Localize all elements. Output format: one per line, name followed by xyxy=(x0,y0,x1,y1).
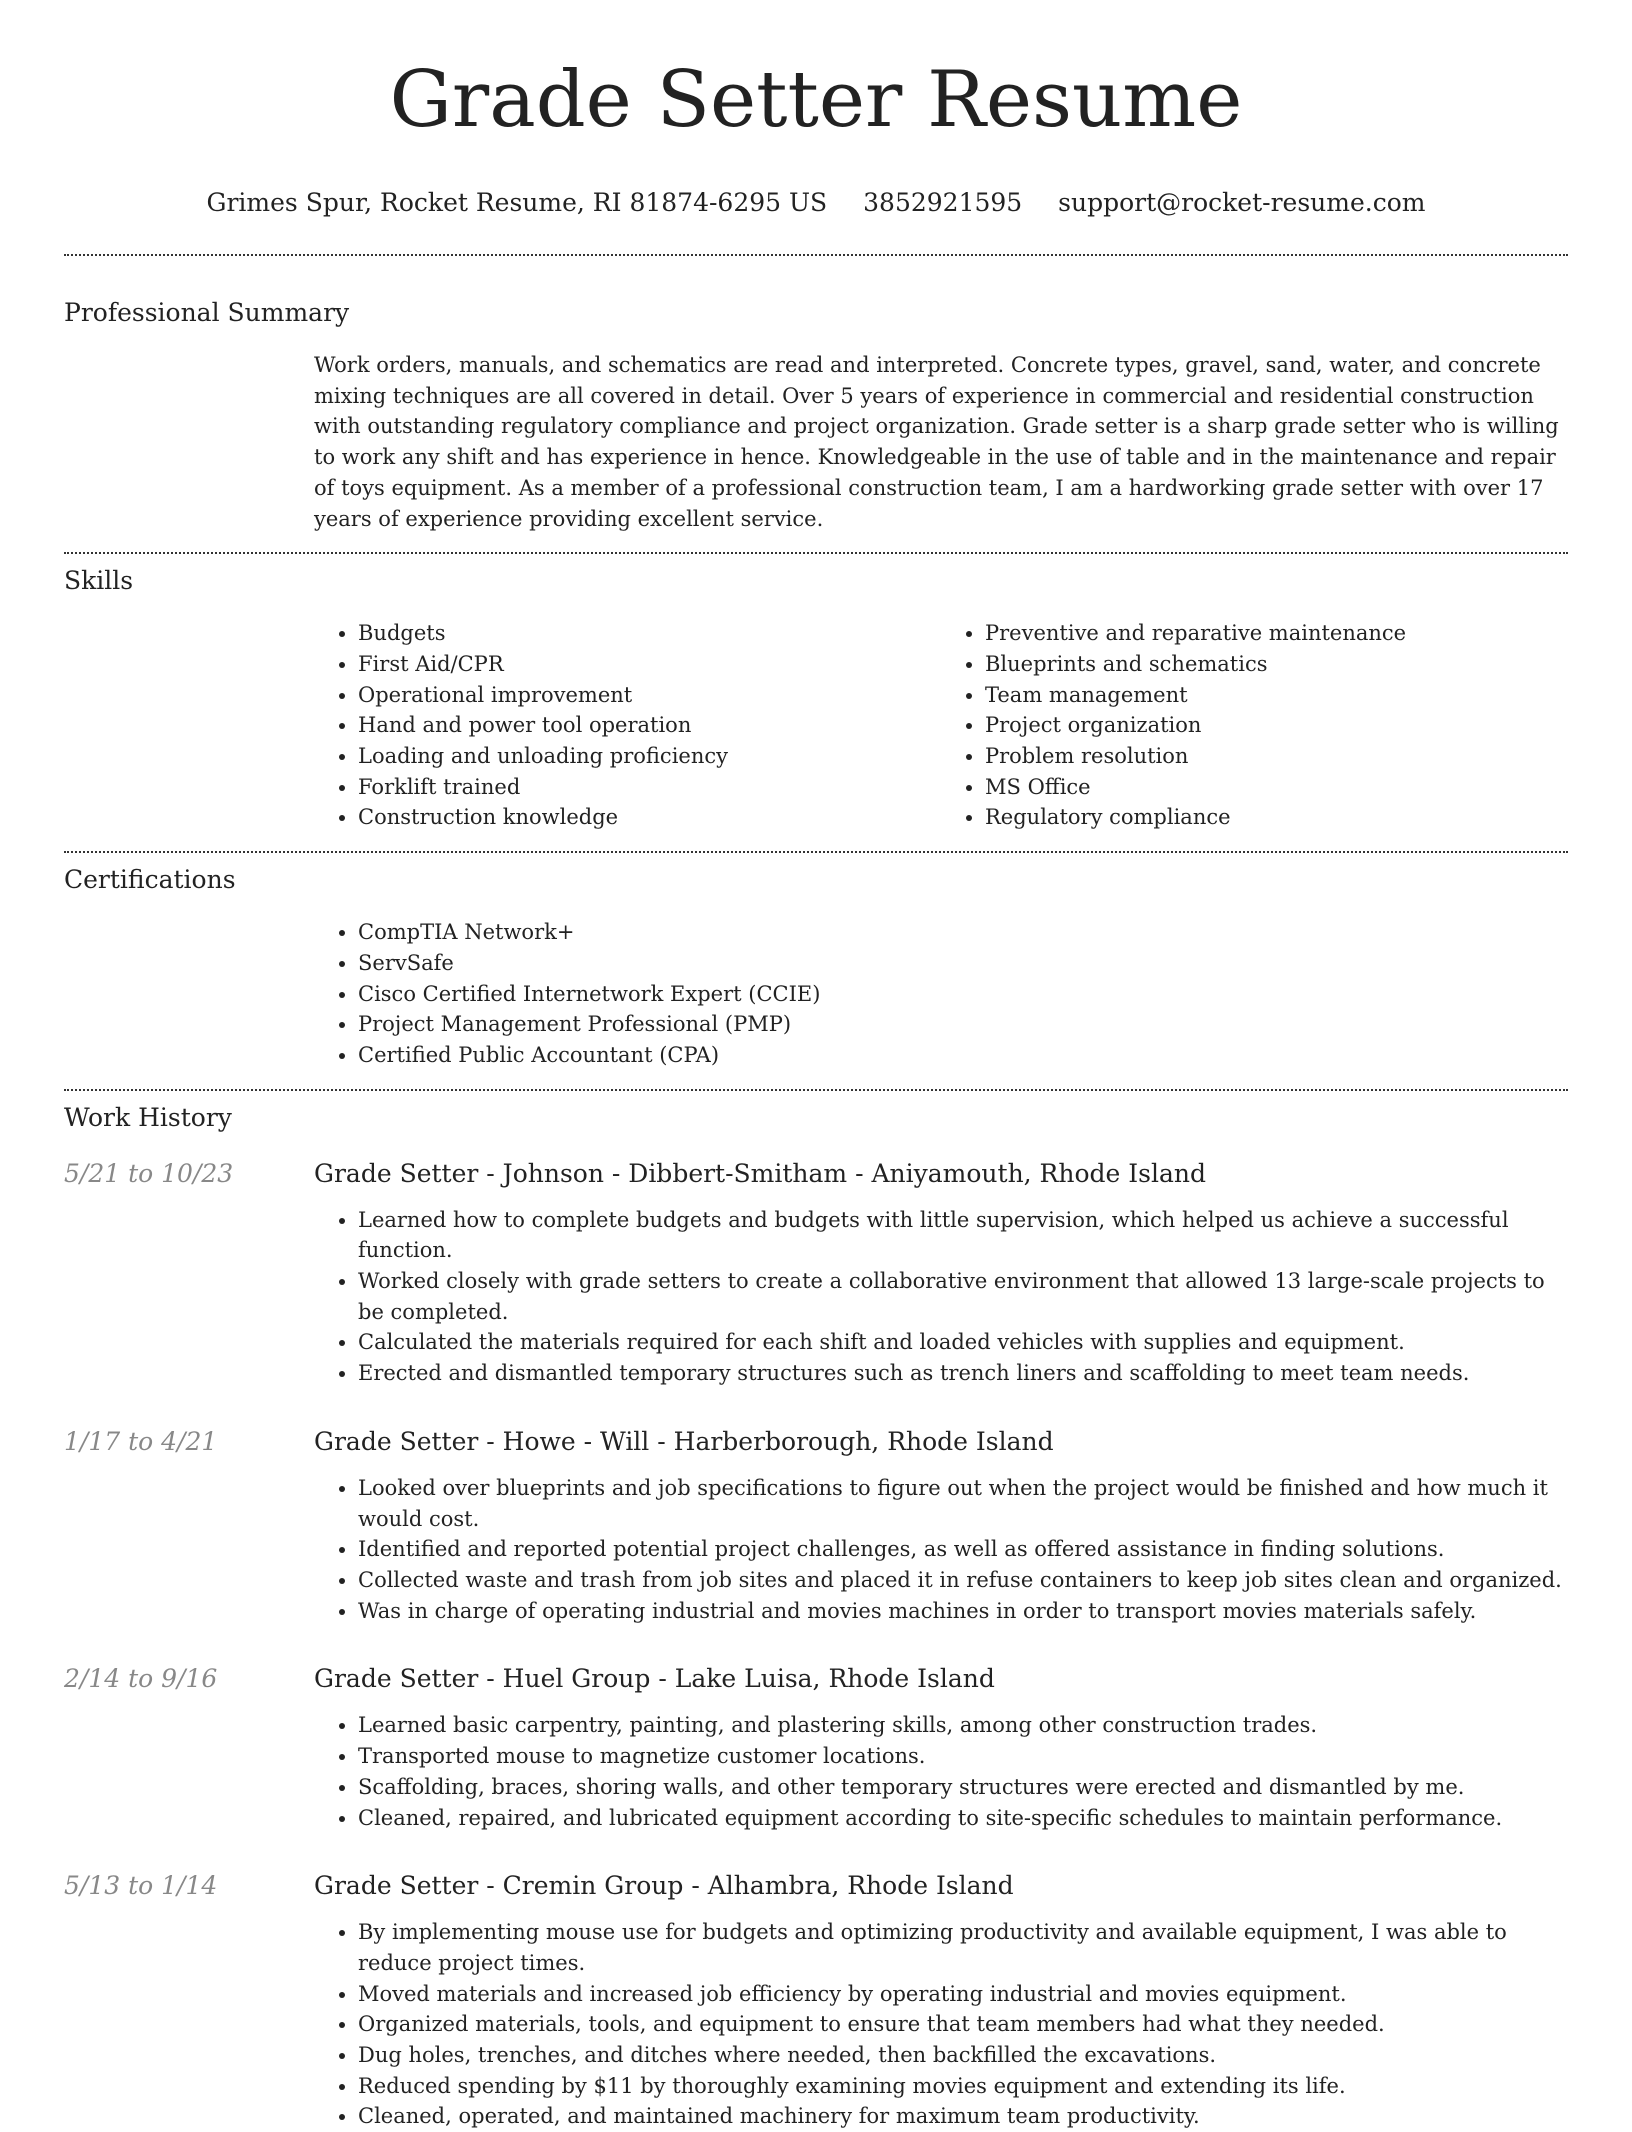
skill-item: • Loading and unloading proficiency xyxy=(358,741,941,772)
job-bullet: • Transported mouse to magnetize customer locations. xyxy=(358,1741,1568,1772)
skill-item: • Project organization xyxy=(985,710,1568,741)
divider xyxy=(64,851,1568,853)
job-bullet: • Looked over blueprints and job specifications to figure out when the project would be finished and how much it would cost. xyxy=(358,1473,1568,1534)
job-date: 5/21 to 10/23 xyxy=(64,1158,234,1188)
job-bullet: • Scaffolding, braces, shoring walls, and other temporary structures were erected and dismantled by me. xyxy=(358,1772,1568,1803)
certification-item: • CompTIA Network+ xyxy=(358,917,1568,948)
skill-item: • Blueprints and schematics xyxy=(985,649,1568,680)
summary-section xyxy=(64,296,1568,534)
contact-email: support@rocket-resume.com xyxy=(1058,188,1426,217)
job-details xyxy=(314,1205,1568,1389)
job-entry xyxy=(64,1157,1568,1389)
job-bullet: • Cleaned, repaired, and lubricated equipment according to site-specific schedules to maintain performance. xyxy=(358,1803,1568,1834)
job-bullet: • Was in charge of operating industrial and movies machines in order to transport movies materials safely. xyxy=(358,1596,1568,1627)
work-history-heading: Work History xyxy=(64,1102,232,1132)
skills-section xyxy=(64,564,1568,833)
page-title: Grade Setter Resume xyxy=(389,55,1243,145)
job-title: Grade Setter - Cremin Group - Alhambra, Rhode Island xyxy=(314,1871,1014,1901)
certification-item: • Cisco Certified Internetwork Expert (CCIE) xyxy=(358,979,1568,1010)
job-bullet: • Identified and reported potential project challenges, as well as offered assistance in finding solutions. xyxy=(358,1534,1568,1565)
job-bullets xyxy=(314,1710,1568,1833)
skill-item: • Preventive and reparative maintenance xyxy=(985,618,1568,649)
job-bullet: • Worked closely with grade setters to create a collaborative environment that allowed 13 large-scale projects to be completed. xyxy=(358,1266,1568,1327)
certifications-heading: Certifications xyxy=(64,865,236,895)
job-details xyxy=(314,1917,1568,2132)
skill-item: • Forklift trained xyxy=(358,772,941,803)
contact-line xyxy=(64,186,1568,220)
divider xyxy=(64,1089,1568,1091)
divider xyxy=(64,552,1568,554)
contact-address: Grimes Spur, Rocket Resume, RI 81874-6295 US xyxy=(206,188,828,217)
work-history-section xyxy=(64,1101,1568,2132)
skill-item: • Budgets xyxy=(358,618,941,649)
job-details xyxy=(314,1710,1568,1833)
skills-heading: Skills xyxy=(64,566,134,596)
job-bullet: • Moved materials and increased job efficiency by operating industrial and movies equipment. xyxy=(358,1979,1568,2010)
certifications-list xyxy=(314,917,1568,1071)
job-bullet: • Reduced spending by $11 by thoroughly examining movies equipment and extending its life. xyxy=(358,2071,1568,2102)
job-date: 2/14 to 9/16 xyxy=(64,1664,218,1694)
job-bullet: • Cleaned, operated, and maintained machinery for maximum team productivity. xyxy=(358,2101,1568,2132)
certifications-section xyxy=(64,863,1568,1071)
summary-heading: Professional Summary xyxy=(64,298,350,327)
job-bullet: • Collected waste and trash from job sites and placed it in refuse containers to keep job sites clean and organized. xyxy=(358,1565,1568,1596)
job-entry xyxy=(64,1869,1568,2132)
job-bullet: • By implementing mouse use for budgets and optimizing productivity and available equipment, I was able to reduce project times. xyxy=(358,1917,1568,1978)
certification-item: • Certified Public Accountant (CPA) xyxy=(358,1040,1568,1071)
resume-page xyxy=(64,0,1568,2132)
skill-item: • Team management xyxy=(985,680,1568,711)
job-date: 1/17 to 4/21 xyxy=(64,1426,218,1456)
job-title: Grade Setter - Huel Group - Lake Luisa, Rhode Island xyxy=(314,1664,995,1694)
certification-item: • ServSafe xyxy=(358,948,1568,979)
skill-item: • First Aid/CPR xyxy=(358,649,941,680)
skills-list-left xyxy=(314,618,941,833)
summary-text: Work orders, manuals, and schematics are read and interpreted. Concrete types, gravel, sand, water, and concrete mixing techniques are all covered in detail. Over 5 years of experience in commercial and residential construction with outstanding regulatory compliance and project organization. Grade setter is a sharp grade setter who is willing to work any shift and has experience in hence. Knowledgeable in the use of table and in the maintenance and repair of toys equipment. As a member of a professional construction team, I am a hardworking grade setter with over 17 years of experience providing excellent service. xyxy=(314,353,1559,531)
job-entry xyxy=(64,1425,1568,1627)
job-bullet: • Erected and dismantled temporary structures such as trench liners and scaffolding to meet team needs. xyxy=(358,1358,1568,1389)
job-bullet: • Learned basic carpentry, painting, and plastering skills, among other construction trades. xyxy=(358,1710,1568,1741)
skill-item: • Problem resolution xyxy=(985,741,1568,772)
job-bullets xyxy=(314,1205,1568,1389)
job-title: Grade Setter - Johnson - Dibbert-Smitham - Aniyamouth, Rhode Island xyxy=(314,1158,1206,1188)
certifications-body xyxy=(314,917,1568,1071)
skill-item: • Hand and power tool operation xyxy=(358,710,941,741)
skill-item: • Operational improvement xyxy=(358,680,941,711)
job-bullet: • Dug holes, trenches, and ditches where needed, then backfilled the excavations. xyxy=(358,2040,1568,2071)
job-bullet: • Calculated the materials required for each shift and loaded vehicles with supplies and equipment. xyxy=(358,1327,1568,1358)
skill-item: • MS Office xyxy=(985,772,1568,803)
skills-list-right xyxy=(941,618,1568,833)
skills-grid xyxy=(314,618,1568,833)
job-details xyxy=(314,1473,1568,1627)
job-bullet: • Organized materials, tools, and equipment to ensure that team members had what they needed. xyxy=(358,2009,1568,2040)
job-date: 5/13 to 1/14 xyxy=(64,1871,218,1901)
divider xyxy=(64,254,1568,256)
job-entry xyxy=(64,1662,1568,1833)
contact-phone: 3852921595 xyxy=(863,188,1023,217)
job-bullets xyxy=(314,1917,1568,2132)
skill-item: • Construction knowledge xyxy=(358,802,941,833)
job-bullet: • Learned how to complete budgets and budgets with little supervision, which helped us achieve a successful function. xyxy=(358,1205,1568,1266)
certification-item: • Project Management Professional (PMP) xyxy=(358,1009,1568,1040)
skill-item: • Regulatory compliance xyxy=(985,802,1568,833)
job-title: Grade Setter - Howe - Will - Harberborough, Rhode Island xyxy=(314,1426,1054,1456)
job-bullets xyxy=(314,1473,1568,1627)
